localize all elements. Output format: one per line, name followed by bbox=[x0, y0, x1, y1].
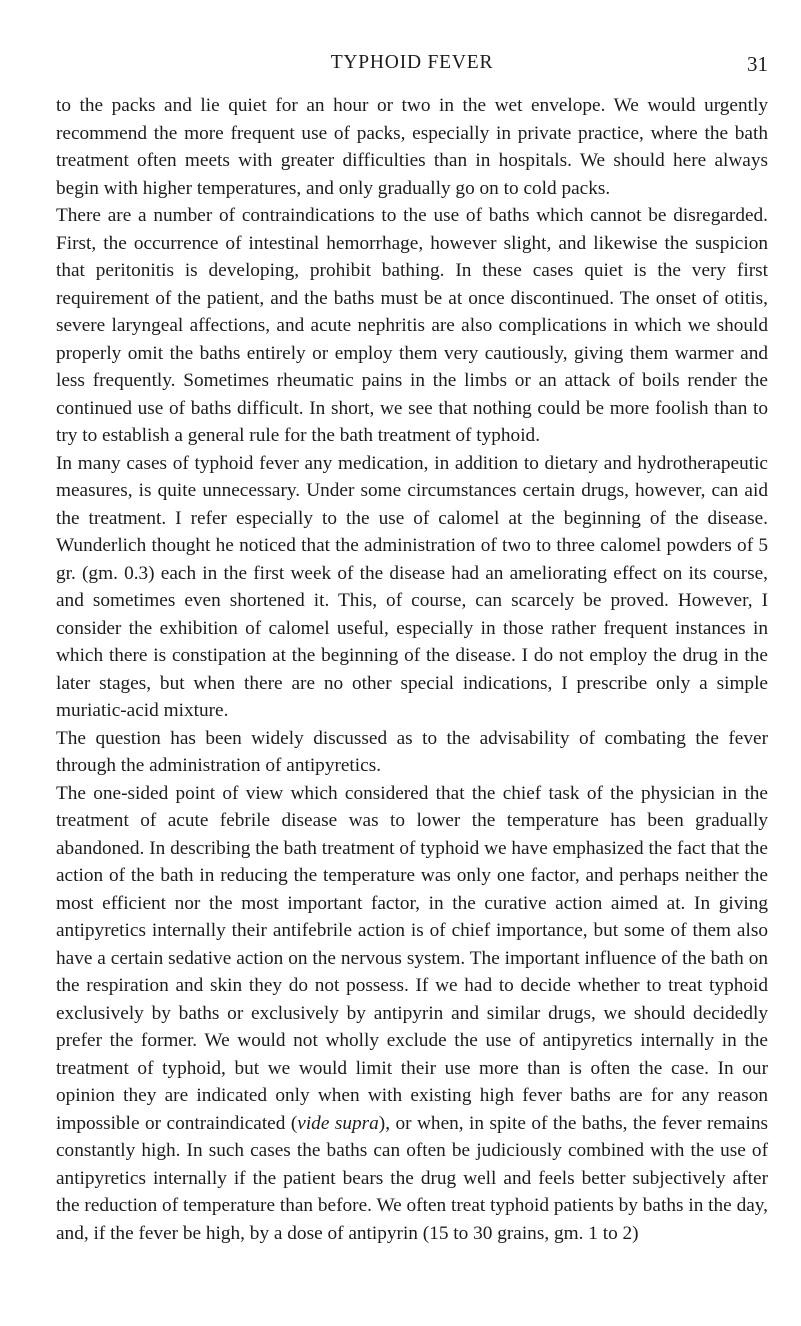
paragraph-text-after-italic: ), or when, in spite of the baths, the fever remains constantly high. In such cases the baths can often be judiciously combined with the use of antipyretics internally if the patient bears the drug well and feels better subjectively after the reduction of temperature than before. We often treat typhoid patients by baths in the day, and, if the fever be high, by a dose of antipyrin (15 to 30 grains, gm. 1 to 2) bbox=[56, 1112, 768, 1244]
paragraph-antipyretics-discussion bbox=[56, 780, 768, 1248]
running-title: TYPHOID FEVER bbox=[330, 52, 494, 73]
page-number: 31 bbox=[747, 52, 768, 76]
paragraph-antipyretics-question: The question has been widely discussed as to the advisability of combating the fever through the administration of antipyretics. bbox=[56, 727, 768, 776]
paragraph-text-before-italic: The one-sided point of view which considered that the chief task of the physician in the treatment of acute febrile disease was to lower the temperature has been gradually abandoned. In describing the bath treatment of typhoid we have emphasized the fact that the action of the bath in reducing the temperature was only one factor, and perhaps neither the most efficient nor the most important factor, in the curative action aimed at. In giving antipyretics internally their antifebrile action is of chief importance, but some of them also have a certain sedative action on the nervous system. The important influence of the bath on the respiration and skin they do not possess. If we had to decide whether to treat typhoid exclusively by baths or exclusively by antipyrin and similar drugs, we should decidedly prefer the former. We would not wholly exclude the use of antipyretics internally in the treatment of typhoid, but we would limit their use more than is often the case. In our opinion they are indicated only when with existing high fever baths are for any reason impossible or contraindicated ( bbox=[56, 782, 768, 1134]
italic-reference: vide supra bbox=[297, 1112, 379, 1134]
paragraph-contraindications: There are a number of contraindications to the use of baths which cannot be disregarded. First, the occurrence of intestinal hemorrhage, however slight, and likewise the suspicion that peritonitis is developing, prohibit bathing. In these cases quiet is the very first requirement of the patient, and the baths must be at once discontinued. The onset of otitis, severe laryngeal affections, and acute nephritis are also complications in which we should properly omit the baths entirely or employ them very cautiously, giving them warmer and less frequently. Sometimes rheumatic pains in the limbs or an attack of boils render the continued use of baths difficult. In short, we see that nothing could be more foolish than to try to establish a general rule for the bath treatment of typhoid. bbox=[56, 205, 768, 446]
running-head bbox=[56, 52, 768, 82]
paragraph-packs-continuation: to the packs and lie quiet for an hour or two in the wet envelope. We would urgently recommend the more frequent use of packs, especially in private practice, where the bath treatment often meets with greater difficulties than in hospitals. We should here always begin with higher temperatures, and only gradually go on to cold packs. bbox=[56, 95, 768, 199]
body-text bbox=[56, 92, 768, 1247]
paragraph-medication: In many cases of typhoid fever any medication, in addition to dietary and hydrotherapeutic measures, is quite unnecessary. Under some circumstances certain drugs, however, can aid the treatment. I refer especially to the use of calomel at the beginning of the disease. Wunderlich thought he noticed that the administration of two to three calomel powders of 5 gr. (gm. 0.3) each in the first week of the disease had an ameliorating effect on its course, and sometimes even shortened it. This, of course, can scarcely be proved. However, I consider the exhibition of calomel useful, especially in those rather frequent instances in which there is constipation at the beginning of the disease. I do not employ the drug in the later stages, but when there are no other special indications, I prescribe only a simple muriatic-acid mixture. bbox=[56, 452, 768, 721]
